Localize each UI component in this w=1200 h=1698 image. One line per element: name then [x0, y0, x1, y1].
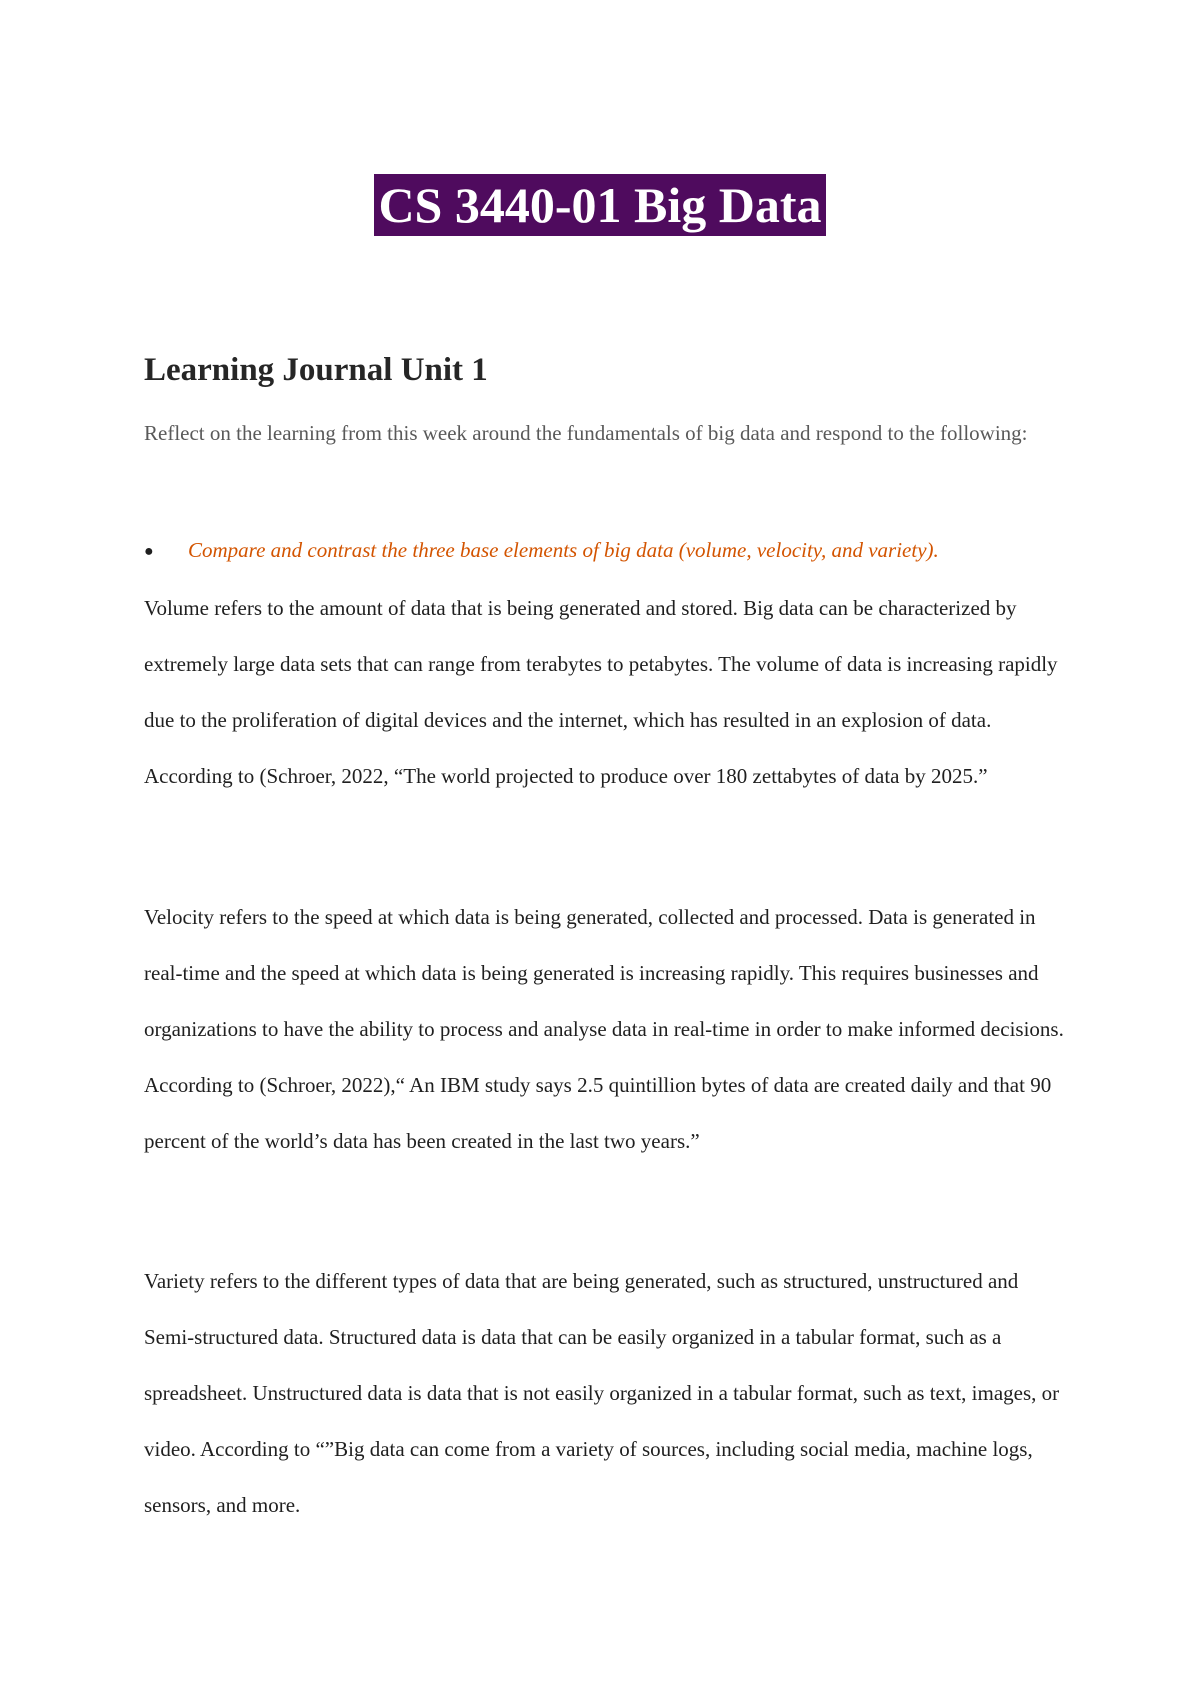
title-container [0, 174, 1200, 236]
bullet-icon: ● [144, 543, 154, 561]
bullet-question-text: Compare and contrast the three base elements of big data (volume, velocity, and variety). [188, 538, 939, 562]
paragraph-variety: Variety refers to the different types of data that are being generated, such as structured, unstructured and Semi-structured data. Structured data is data that can be easily organized in a tabular format, such as a spreadsheet. Unstructured data is data that is not easily organized in a tabular format, such as text, images, or video. According to “”Big data can come from a variety of sources, including social media, machine logs, sensors, and more. [144, 1269, 1060, 1517]
section-heading: Learning Journal Unit 1 [144, 352, 488, 388]
bullet-question [144, 536, 1064, 566]
intro-text: Reflect on the learning from this week around the fundamentals of big data and respond to the following: [144, 421, 1028, 445]
document-title: CS 3440-01 Big Data [374, 174, 825, 236]
paragraph-volume: Volume refers to the amount of data that is being generated and stored. Big data can be characterized by extremely large data sets that can range from terabytes to petabytes. The volume of data is increasing rapidly due to the proliferation of digital devices and the internet, which has resulted in an explosion of data. According to (Schroer, 2022, “The world projected to produce over 180 zettabytes of data by 2025.” [144, 596, 1058, 788]
paragraph-velocity: Velocity refers to the speed at which data is being generated, collected and processed. Data is generated in real-time and the speed at which data is being generated is increasing rapidly. This requires businesses and organizations to have the ability to process and analyse data in real-time in order to make informed decisions. According to (Schroer, 2022),“ An IBM study says 2.5 quintillion bytes of data are created daily and that 90 percent of the world’s data has been created in the last two years.” [144, 905, 1064, 1153]
